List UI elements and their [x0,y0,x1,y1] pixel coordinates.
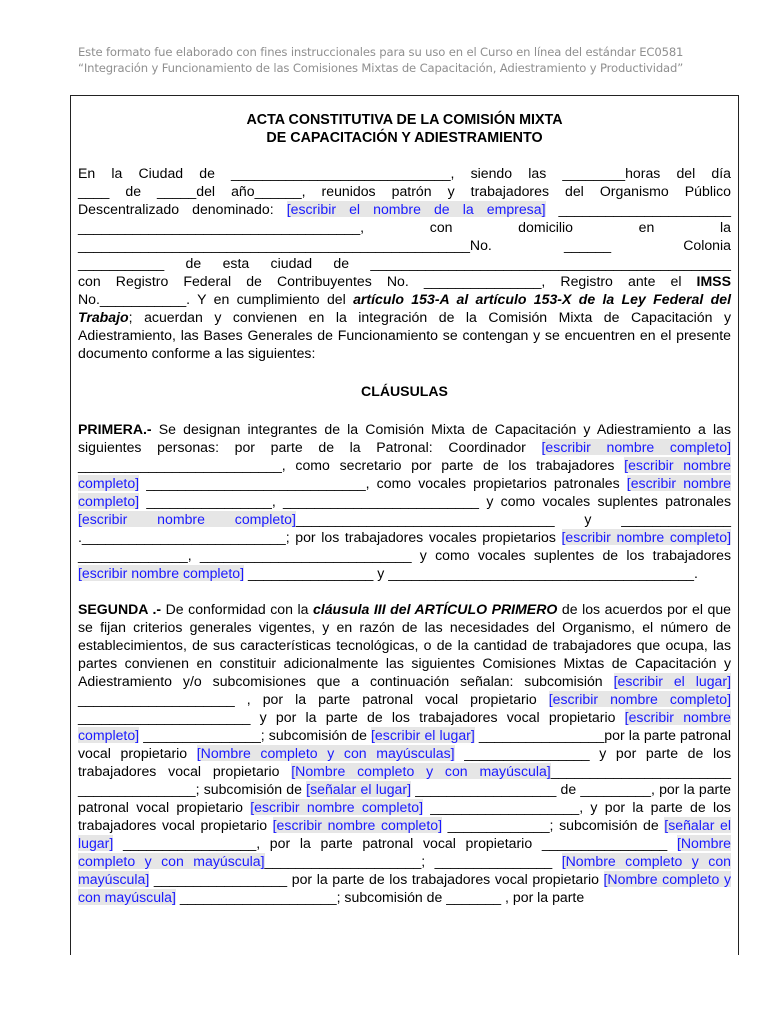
intro-line-8-rest: ; acuerdan y convienen en la integración de la Comisión Mixta de Capacitación y Adiestramiento, las Bases Generales de Funcionamiento se contengan y se encuentren en el presente documento conforme a las siguientes: [78,309,731,361]
header-line-2: “Integración y Funcionamiento de las Comisiones Mixtas de Capacitación, Adiestramiento y Productividad” [78,60,684,75]
worker-vocal-placeholder-1[interactable]: [escribir nombre completo] [78,709,731,743]
segunda-text-10: ___________________, y por la parte de los trabajadores vocal propietario [78,799,731,833]
primera-text-2: __________________________, como secretario por parte de los trabajadores [78,457,625,473]
primera-text-7: ________________ y _______________________________________. [244,565,698,581]
primera-text-1: Se designan integrantes de la Comisión Mixta de Capacitación y Adiestramiento a las siguientes personas: por parte de la Patronal: Coordinador [78,421,731,455]
worker-vocal-placeholder-4[interactable]: [Nombre completo y con mayúscula] [78,853,731,887]
subcommission-place-placeholder-1[interactable]: [escribir el lugar] [613,673,731,689]
document-body [78,95,731,906]
intro-line-1: En la Ciudad de ____________________________, siendo las ________horas del día [78,165,731,181]
worker-alternate-name-placeholder[interactable]: [escribir nombre completo] [78,565,245,581]
subcommission-place-placeholder-4[interactable]: [señalar el lugar] [78,817,731,851]
segunda-text-5: _______________; subcomisión de [139,727,372,743]
worker-vocal-placeholder-5[interactable]: [Nombre completo y con mayúscula] [78,871,731,905]
subcommission-place-placeholder-2[interactable]: [escribir el lugar] [371,727,475,743]
segunda-text-3: ____________________ , por la parte patronal vocal propietario [78,691,549,707]
intro-line-3-blank: ______________________ [545,201,732,217]
worker-vocal-name-placeholder[interactable]: [escribir nombre completo] [561,529,731,545]
intro-line-8 [78,290,731,362]
intro-line-8-text: No.___________. Y en cumplimiento del [78,291,354,307]
clause-reference: cláusula III del ARTÍCULO PRIMERO [312,601,558,617]
primera-text-5: _________________________________ y ______________ .__________________________; por los trabajadores vocales propietarios [78,511,731,545]
employer-vocal-placeholder-3[interactable]: [escribir nombre completo] [250,799,424,815]
segunda-text-2: de los acuerdos por el que se fijan criterios generales vigentes, y en razón de las necesidades del Organismo, el número de establecimientos, de sus características tecnológicas, o de la cantidad de trabajadores que ocupa, las partes convienen en constituir adicionalmente las siguientes Comisiones Mixtas de Capacitación y Adiestramiento y/o subcomisiones que a continuación señalan: subcomisión [78,601,731,689]
segunda-text-15: ____________________; subcomisión de _______ , por la parte [175,889,585,905]
primera-text-3: ____________________________, como vocales propietarios patronales [139,475,627,491]
intro-line-3 [78,200,731,218]
title-line-2: DE CAPACITACIÓN Y ADIESTRAMIENTO [266,130,543,146]
employer-alternate-name-placeholder[interactable]: [escribir nombre completo] [78,511,296,527]
segunda-text-11: _____________; subcomisión de [442,817,665,833]
employer-vocal-placeholder-2[interactable]: [Nombre completo y con mayúsculas] [196,745,455,761]
intro-paragraph [78,164,731,362]
coordinator-name-placeholder[interactable]: [escribir nombre completo] [541,439,731,455]
title-line-1: ACTA CONSTITUTIVA DE LA COMISIÓN MIXTA [246,112,563,128]
segunda-text-13: ____________________; _______________ [264,853,562,869]
intro-line-7 [78,272,731,290]
intro-line-6: ___________ de esta ciudad de ______________________________________________ [78,255,731,271]
segunda-text-1: De conformidad con la [161,601,313,617]
segunda-label: SEGUNDA .- [78,601,162,617]
header-line-1: Este formato fue elaborado con fines instruccionales para su uso en el Curso en línea del estándar EC0581 [78,45,684,59]
intro-line-5: __________________________________________________No. ______ Colonia [78,237,731,253]
segunda-text-4: ______________________ y por la parte de los trabajadores vocal propietario [78,709,625,725]
intro-line-4: ____________________________________, con domicilio en la [78,219,731,235]
intro-line-2: ____ de _____del año______, reunidos patrón y trabajadores del Organismo Público [78,183,731,199]
intro-line-7-text: con Registro Federal de Contribuyentes No. _______________, Registro ante el [78,273,697,289]
intro-line-3-text: Descentralizado denominado: [78,201,287,217]
primera-text-6: ______________, ___________________________ y como vocales suplentes de los trabajadores [78,547,731,563]
primera-text-4: ________________, _________________________ y como vocales suplentes patronales [139,493,731,509]
secretary-name-placeholder[interactable]: [escribir nombre completo] [78,457,731,491]
law-reference: artículo 153-A al artículo 153-X de la Ley Federal del Trabajo [78,291,731,325]
worker-vocal-placeholder-2[interactable]: [Nombre completo y con mayúscula] [291,763,551,779]
segunda-text-9: __________________ de _________, por la parte patronal vocal propietario [78,781,731,815]
segunda-text-14: _________________ por la parte de los trabajadores vocal propietario [149,871,604,887]
segunda-text-7: ________________ y por parte de los trabajadores vocal propietario [78,745,731,779]
subcommission-place-placeholder-3[interactable]: [señalar el lugar] [306,781,411,797]
instructional-header [78,45,758,76]
segunda-text-8: _______________________ _______________; subcomisión de [78,763,732,797]
worker-vocal-placeholder-3[interactable]: [escribir nombre completo] [272,817,443,833]
imss-label: IMSS [696,273,731,289]
segunda-text-6: ________________por la parte patronal vocal propietario [78,727,731,761]
primera-label: PRIMERA.- [78,421,152,437]
company-name-placeholder[interactable]: [escribir el nombre de la empresa] [286,201,546,217]
clause-primera [78,420,731,582]
document-title [78,111,731,147]
clausulas-heading: CLÁUSULAS [361,383,448,399]
clause-segunda [78,600,731,906]
employer-vocal-name-placeholder[interactable]: [escribir nombre completo] [78,475,731,509]
employer-vocal-placeholder-1[interactable]: [escribir nombre completo] [548,691,731,707]
employer-vocal-placeholder-4[interactable]: [Nombre completo y con mayúscula] [78,835,731,869]
segunda-text-12: _________________, por la parte patronal vocal propietario ________________ [113,835,677,851]
